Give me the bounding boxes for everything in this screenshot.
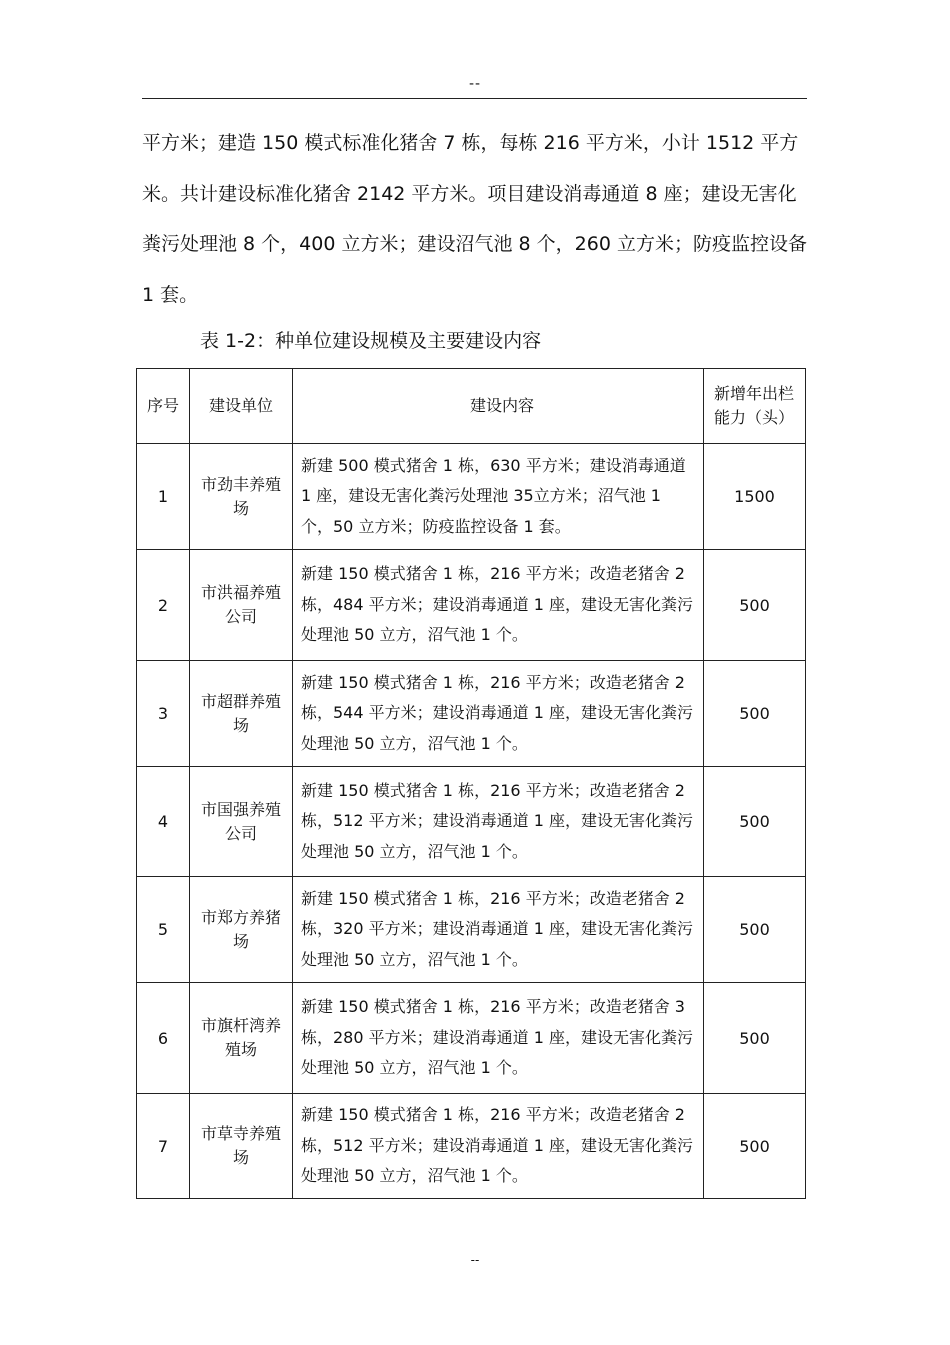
row-unit: 市洪福养殖公司 [190,550,293,661]
body-paragraph: 平方米；建造 150 模式标准化猪舍 7 栋，每栋 216 平方米，小计 1512 平方米。共计建设标准化猪舍 2142 平方米。项目建设消毒通道 8 座；建设无害化粪污处理池 8 个，400 立方米；建设沼气池 8 个，260 立方米；防疫监控设备 1 套。 [142,132,807,306]
row-content: 新建 150 模式猪舍 1 栋，216 平方米；改造老猪舍 3 栋，280 平方米；建设消毒通道 1 座，建设无害化粪污处理池 50 立方，沼气池 1 个。 [293,983,704,1094]
page-header-mark: -- [468,76,482,92]
row-unit: 市超群养殖场 [190,661,293,767]
row-content: 新建 150 模式猪舍 1 栋，216 平方米；改造老猪舍 2 栋，320 平方米；建设消毒通道 1 座，建设无害化粪污处理池 50 立方，沼气池 1 个。 [293,877,704,983]
row-unit: 市郑方养猪场 [190,877,293,983]
row-unit: 市国强养殖公司 [190,767,293,877]
table-caption: 表 1-2：种单位建设规模及主要建设内容 [200,330,542,352]
header-divider [142,98,807,99]
header-content: 建设内容 [293,369,704,444]
row-capacity: 1500 [704,444,806,550]
construction-table [136,368,806,1199]
page-footer-mark: -- [470,1253,480,1267]
row-content: 新建 150 模式猪舍 1 栋，216 平方米；改造老猪舍 2 栋，544 平方米；建设消毒通道 1 座，建设无害化粪污处理池 50 立方，沼气池 1 个。 [293,661,704,767]
row-capacity: 500 [704,661,806,767]
row-content: 新建 150 模式猪舍 1 栋，216 平方米；改造老猪舍 2 栋，512 平方米；建设消毒通道 1 座，建设无害化粪污处理池 50 立方，沼气池 1 个。 [293,767,704,877]
row-seq: 7 [137,1094,190,1199]
table-row [137,550,806,661]
row-unit: 市旗杆湾养殖场 [190,983,293,1094]
row-capacity: 500 [704,1094,806,1199]
row-unit: 市劲丰养殖场 [190,444,293,550]
row-seq: 5 [137,877,190,983]
header-unit: 建设单位 [190,369,293,444]
table-header-row [137,369,806,444]
table-row [137,877,806,983]
table-row [137,444,806,550]
table-row [137,983,806,1094]
row-seq: 1 [137,444,190,550]
row-content: 新建 150 模式猪舍 1 栋，216 平方米；改造老猪舍 2 栋，484 平方米；建设消毒通道 1 座，建设无害化粪污处理池 50 立方，沼气池 1 个。 [293,550,704,661]
row-capacity: 500 [704,877,806,983]
row-capacity: 500 [704,550,806,661]
row-content: 新建 150 模式猪舍 1 栋，216 平方米；改造老猪舍 2 栋，512 平方米；建设消毒通道 1 座，建设无害化粪污处理池 50 立方，沼气池 1 个。 [293,1094,704,1199]
header-capacity: 新增年出栏能力（头） [704,369,806,444]
row-unit: 市草寺养殖场 [190,1094,293,1199]
table-row [137,661,806,767]
row-seq: 4 [137,767,190,877]
table-row [137,1094,806,1199]
row-capacity: 500 [704,983,806,1094]
row-content: 新建 500 模式猪舍 1 栋，630 平方米；建设消毒通道 1 座，建设无害化粪污处理池 35立方米；沼气池 1 个，50 立方米；防疫监控设备 1 套。 [293,444,704,550]
header-seq: 序号 [137,369,190,444]
row-capacity: 500 [704,767,806,877]
row-seq: 3 [137,661,190,767]
row-seq: 6 [137,983,190,1094]
table-row [137,767,806,877]
row-seq: 2 [137,550,190,661]
